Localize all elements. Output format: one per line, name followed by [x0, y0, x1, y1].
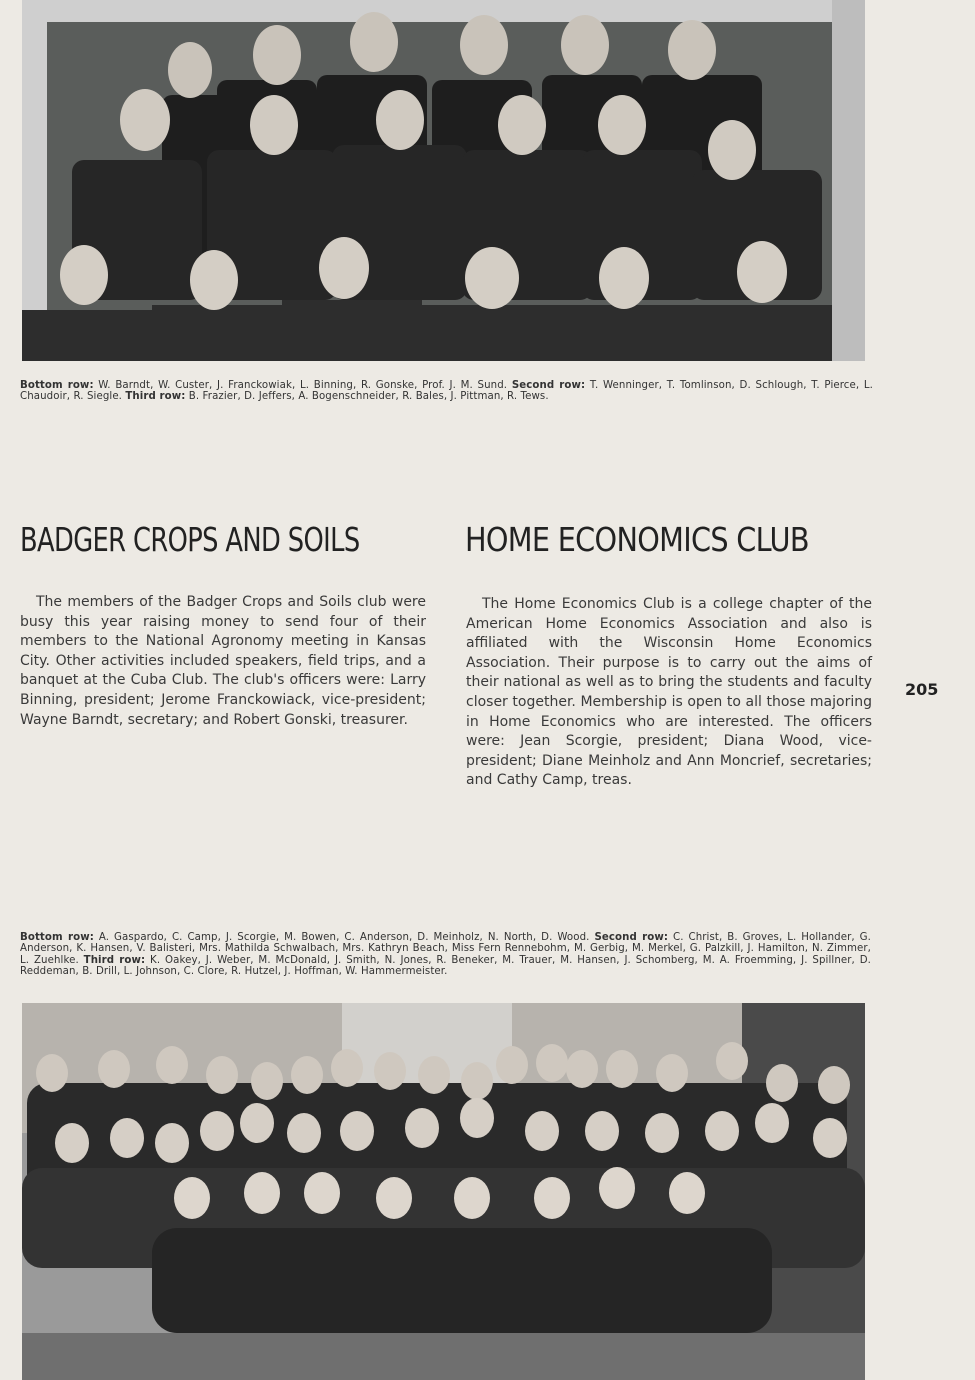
caption-third-row-names: B. Frazier, D. Jeffers, A. Bogenschneider, R. Bales, J. Pittman, R. Tews. — [185, 391, 549, 403]
home-economics-heading: HOME ECONOMICS CLUB — [465, 520, 809, 559]
caption2-second-row-label: Second row: — [594, 932, 669, 943]
caption-second-row-label: Second row: — [511, 380, 586, 391]
crops-soils-heading: BADGER CROPS AND SOILS — [20, 520, 360, 559]
caption-third-row-label: Third row: — [125, 391, 186, 403]
crops-soils-article-body — [20, 593, 426, 730]
home-economics-paragraph: The Home Economics Club is a college chapter of the American Home Economics Association and also is affiliated with the Wisconsin Home Economics Association. Their purpose is to carry out the aims of their national as well as to bring the students and faculty closer together. Membership is open to all those majoring in Home Economics who are interested. The officers were: Jean Scorgie, president; Diana Wood, vice-president; Diane Meinholz and Ann Moncrief, secretaries; and Cathy Camp, treas. — [466, 596, 872, 789]
caption2-second-row-names: C. Christ, B. Groves, L. Hollander, G. Anderson, K. Hansen, V. Balisteri, Mrs. Mathilda Schwalbach, Mrs. Kathryn Beach, Miss Fern Rennebohm, M. Gerbig, M. Merkel, G. Palzkill, J. Hamilton, N. Zimmer, L. Zuehlke. — [20, 932, 871, 966]
caption-bottom-row-names: W. Barndt, W. Custer, J. Franckowiak, L. Binning, R. Gonske, Prof. J. M. Sund. — [93, 380, 512, 391]
home-economics-photo-caption — [20, 932, 871, 977]
caption2-third-row-label: Third row: — [83, 954, 146, 966]
caption2-bottom-row-label: Bottom row: — [20, 932, 94, 943]
crops-soils-group-photo — [22, 0, 865, 361]
crops-soils-paragraph: The members of the Badger Crops and Soils club were busy this year raising money to send four of their members to the National Agronomy meeting in Kansas City. Other activities included speakers, field trips, and a banquet at the Cuba Club. The club's officers were: Larry Binning, president; Jerome Franckowiack, vice-president; Wayne Barndt, secretary; and Robert Gonski, treasurer. — [20, 594, 426, 728]
crops-soils-photo-caption — [20, 380, 873, 403]
caption-second-row-names: T. Wenninger, T. Tomlinson, D. Schlough, T. Pierce, L. Chaudoir, R. Siegle. — [20, 380, 874, 403]
caption2-third-row-names: K. Oakey, J. Weber, M. McDonald, J. Smith, N. Jones, R. Beneker, M. Trauer, M. Hansen, J. Schomberg, M. A. Froemming, J. Spillner, D. Reddeman, B. Drill, L. Johnson, C. Clore, R. Hutzel, J. Hoffman, W. Hammermeister. — [20, 954, 871, 977]
caption2-bottom-row-names: A. Gaspardo, C. Camp, J. Scorgie, M. Bowen, C. Anderson, D. Meinholz, N. North, D. Wood. — [93, 932, 595, 943]
home-economics-group-photo — [22, 1003, 865, 1380]
home-economics-article-body — [466, 595, 872, 791]
page-number: 205 — [905, 680, 939, 699]
caption-bottom-row-label: Bottom row: — [20, 380, 94, 391]
